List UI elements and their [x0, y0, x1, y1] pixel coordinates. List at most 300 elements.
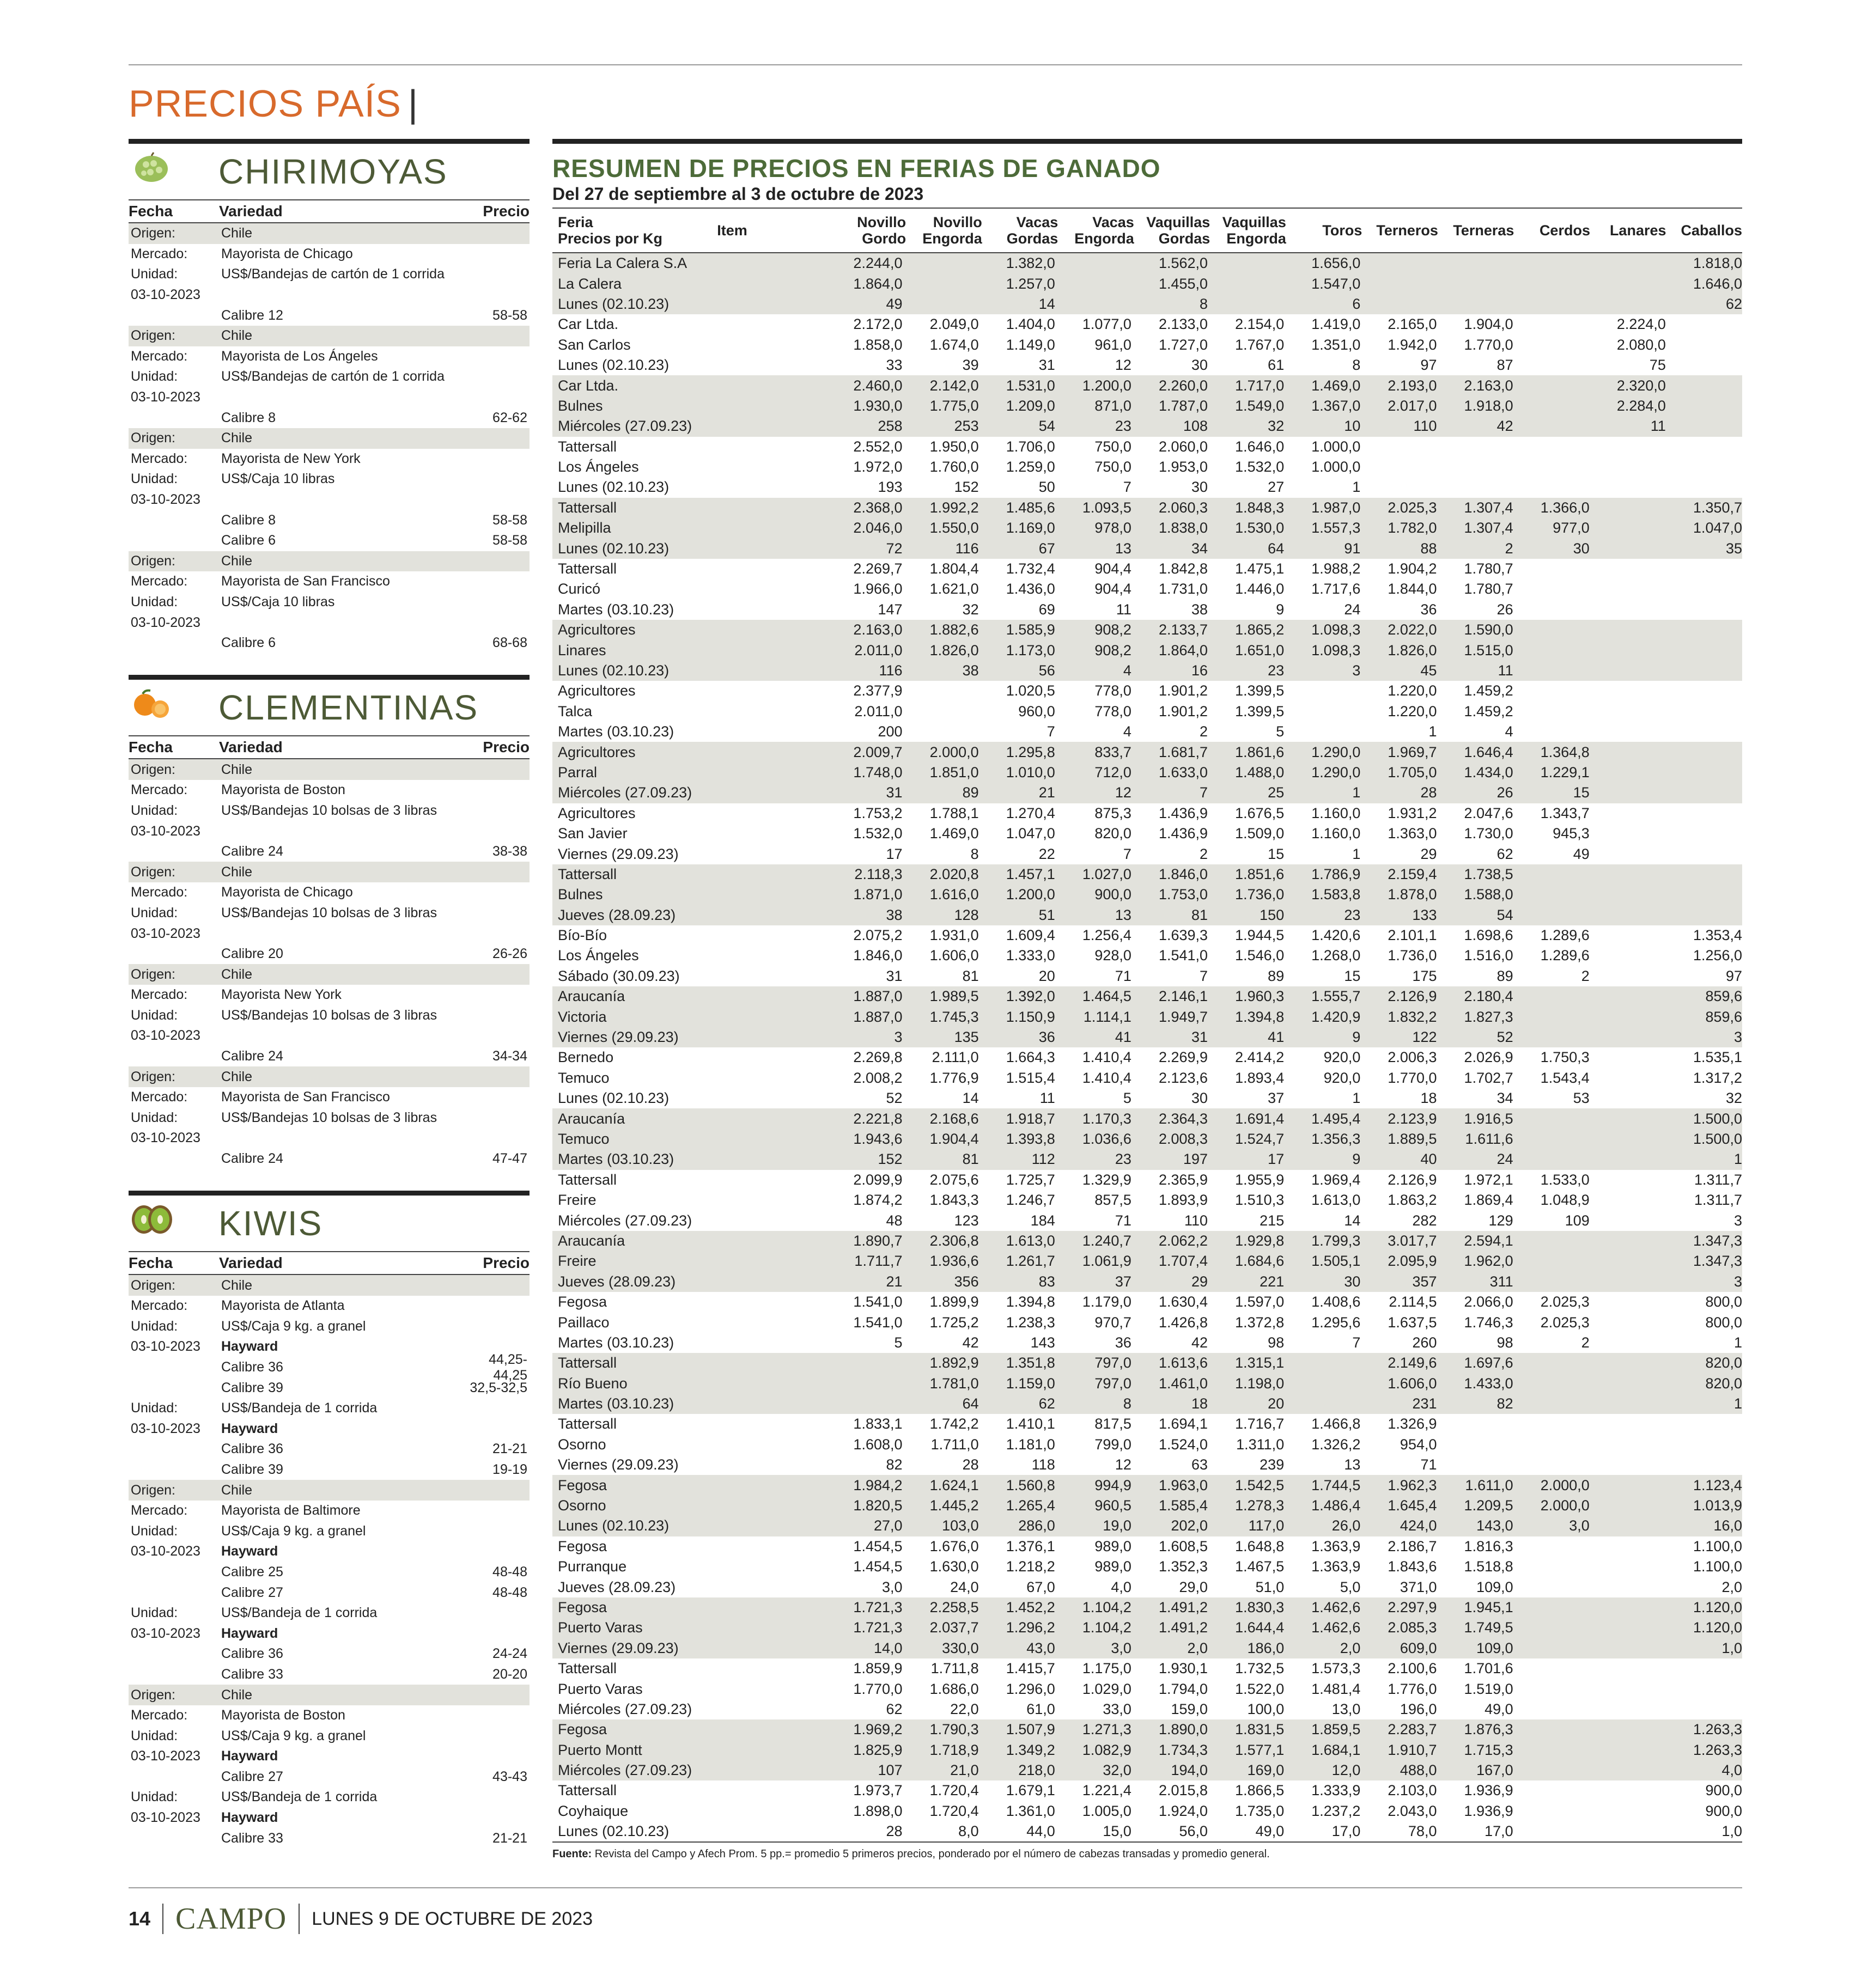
table-row: [552, 1475, 1742, 1495]
cell-value: 1.606,0: [1388, 1375, 1437, 1392]
cell-value: 1.889,5: [1388, 1130, 1437, 1147]
cell-value: 1.989,5: [929, 988, 979, 1005]
cell-value: 1.149,0: [1006, 336, 1055, 353]
cell-value: 4: [1123, 723, 1131, 740]
header-col-line2: Gordas: [1006, 230, 1058, 247]
cell-value: 32,0: [1103, 1762, 1131, 1779]
cell-value: 1.648,8: [1235, 1538, 1285, 1554]
cell-value: 1.833,1: [853, 1416, 903, 1432]
row-label: 03-10-2023: [131, 287, 200, 303]
cell-value: 833,7: [1094, 743, 1131, 760]
cell-value: 1.220,0: [1388, 682, 1437, 699]
cell-value: 1.732,5: [1235, 1660, 1285, 1677]
price-row: [129, 571, 530, 592]
price-row: [129, 530, 530, 551]
cell-value: 778,0: [1094, 682, 1131, 699]
cell-value: 1.878,0: [1388, 886, 1437, 903]
table-row: [552, 335, 1742, 355]
cell-feria: Miércoles (27.09.23): [558, 1212, 692, 1229]
table-row: [552, 1312, 1742, 1332]
price-row: [129, 1046, 530, 1067]
header-col: [1514, 209, 1590, 252]
row-price: 44,25-44,25: [489, 1351, 527, 1383]
cell-feria: Victoria: [558, 1008, 607, 1025]
cell-value: 1.461,0: [1158, 1375, 1208, 1392]
cell-value: 1: [1352, 784, 1361, 801]
cell-value: 4: [1123, 662, 1131, 679]
cell-value: 40: [1420, 1151, 1437, 1168]
cell-value: 8: [1200, 295, 1208, 312]
row-label: Mercado:: [131, 1708, 188, 1723]
cell-feria: Bernedo: [558, 1049, 614, 1066]
cell-value: 978,0: [1094, 520, 1131, 536]
cell-value: 1: [1352, 479, 1361, 496]
cell-feria: Talca: [558, 703, 593, 719]
table-row: [552, 803, 1742, 824]
table-row: [552, 925, 1742, 946]
cell-value: 357: [1412, 1273, 1437, 1290]
row-value: US$/Bandejas de cartón de 1 corrida: [221, 369, 445, 385]
row-price: 24-24: [492, 1646, 527, 1662]
cell-value: 30: [1191, 357, 1208, 374]
cell-value: 14: [1038, 295, 1055, 312]
cell-value: 1.005,0: [1082, 1802, 1131, 1819]
cell-value: 1.104,2: [1082, 1619, 1131, 1636]
row-label: Unidad:: [131, 802, 178, 818]
cell-value: 1.446,0: [1235, 581, 1285, 597]
cell-feria: Purranque: [558, 1558, 627, 1575]
table-row: [552, 1516, 1742, 1536]
cell-value: 2.008,3: [1158, 1130, 1208, 1147]
row-value: US$/Bandejas de cartón de 1 corrida: [221, 266, 445, 282]
cell-value: 1.200,0: [1006, 886, 1055, 903]
header-col: [1362, 209, 1438, 252]
cell-value: 62: [1496, 845, 1513, 862]
table-row: [552, 457, 1742, 477]
cell-value: 7: [1123, 845, 1131, 862]
cell-value: 1.347,3: [1693, 1253, 1743, 1270]
row-label: Origen:: [131, 1482, 175, 1498]
cell-value: 1.782,0: [1388, 520, 1437, 536]
table-row: [552, 1780, 1742, 1801]
cell-value: 2.284,0: [1616, 397, 1666, 414]
cell-value: 1.702,7: [1464, 1069, 1513, 1086]
cell-value: 169,0: [1247, 1762, 1285, 1779]
table-row: [552, 1577, 1742, 1597]
cell-value: 1.664,3: [1006, 1049, 1055, 1066]
cell-value: 900,0: [1094, 886, 1131, 903]
price-row: [129, 1087, 530, 1108]
row-value: Mayorista de Chicago: [221, 246, 353, 261]
row-label: Origen:: [131, 864, 175, 880]
cell-value: 1.780,7: [1464, 560, 1513, 577]
table-row: [552, 824, 1742, 844]
cell-value: 1.960,3: [1235, 988, 1285, 1005]
cell-value: 1.420,9: [1311, 1008, 1361, 1025]
cell-feria: Paillaco: [558, 1314, 610, 1331]
cell-value: 88: [1420, 540, 1437, 557]
cell-feria: Martes (03.10.23): [558, 1334, 674, 1351]
cell-value: 1.093,5: [1082, 499, 1131, 516]
cell-feria: Car Ltda.: [558, 316, 619, 333]
cell-value: 1.770,0: [1388, 1069, 1437, 1086]
cell-value: 820,0: [1094, 825, 1131, 842]
header-col-line2: Toros: [1322, 222, 1362, 239]
cell-value: 116: [879, 662, 903, 679]
cell-value: 133: [1412, 906, 1437, 923]
cell-value: 7: [1200, 784, 1208, 801]
cell-value: 1.289,6: [1540, 947, 1590, 964]
cell-value: 27,0: [873, 1517, 903, 1534]
cell-value: 2.000,0: [929, 743, 979, 760]
column-header: [129, 1251, 530, 1275]
cell-value: 1.727,0: [1158, 336, 1208, 353]
cell-value: 1.676,5: [1235, 804, 1285, 821]
price-row: [129, 1808, 530, 1828]
cell-value: 3.017,7: [1388, 1232, 1437, 1249]
cell-value: 1.353,4: [1693, 927, 1743, 944]
cell-feria: Martes (03.10.23): [558, 1395, 674, 1412]
cell-value: 1.786,9: [1311, 865, 1361, 882]
cell-value: 1: [1734, 1334, 1743, 1351]
cell-value: 2.283,7: [1388, 1721, 1437, 1738]
cell-value: 977,0: [1553, 520, 1590, 536]
price-row: [129, 1501, 530, 1521]
table-row: [552, 966, 1742, 986]
cell-feria: Tattersall: [558, 1660, 617, 1677]
cell-feria: Los Ángeles: [558, 459, 639, 475]
cell-value: 1.399,5: [1235, 703, 1285, 719]
cell-value: 197: [1183, 1151, 1208, 1168]
cell-value: 797,0: [1094, 1375, 1131, 1392]
table-row: [552, 742, 1742, 762]
header-fecha: Fecha: [129, 203, 173, 219]
cell-value: 152: [878, 1151, 903, 1168]
cell-value: 1.738,5: [1464, 865, 1513, 882]
cell-value: 3: [894, 1029, 903, 1046]
cell-value: 1.100,0: [1693, 1558, 1743, 1575]
cell-value: 920,0: [1323, 1049, 1361, 1066]
cell-value: 2.006,3: [1388, 1049, 1437, 1066]
cell-value: 424,0: [1400, 1517, 1437, 1534]
cell-value: 1.557,3: [1311, 520, 1361, 536]
cell-value: 118: [1031, 1456, 1055, 1473]
cell-value: 1.859,5: [1311, 1721, 1361, 1738]
cell-value: 1.061,9: [1082, 1253, 1131, 1270]
table-row: [552, 763, 1742, 783]
cell-value: 1.246,7: [1006, 1192, 1055, 1209]
cell-value: 1.363,9: [1311, 1538, 1361, 1554]
cell-feria: La Calera: [558, 275, 622, 292]
row-value: US$/Bandeja de 1 corrida: [221, 1789, 378, 1805]
cell-value: 20: [1268, 1395, 1285, 1412]
fruit-title: KIWIS: [218, 1204, 323, 1243]
footer-separator: [299, 1904, 300, 1934]
table-row: [552, 1272, 1742, 1292]
table-row: [552, 1373, 1742, 1393]
row-label: 03-10-2023: [131, 389, 200, 405]
cell-value: 28: [1420, 784, 1437, 801]
cell-value: 1.611,6: [1465, 1130, 1513, 1147]
cell-feria: Miércoles (27.09.23): [558, 1700, 692, 1717]
cell-value: 2.022,0: [1388, 621, 1437, 638]
cell-value: 122: [1412, 1029, 1437, 1046]
cell-value: 1.263,3: [1693, 1721, 1743, 1738]
cell-value: 1.893,4: [1235, 1069, 1285, 1086]
cell-value: 1.491,2: [1158, 1619, 1208, 1636]
cell-feria: Miércoles (27.09.23): [558, 418, 692, 435]
cell-value: 110: [1184, 1212, 1208, 1229]
price-row: [129, 592, 530, 613]
cell-value: 1.363,9: [1311, 1558, 1361, 1575]
cell-value: 871,0: [1094, 397, 1131, 414]
row-label: Mercado:: [131, 574, 188, 589]
cell-value: 87: [1496, 357, 1513, 374]
cell-value: 2.368,0: [853, 499, 903, 516]
header-col-line1: Vaquillas: [1222, 214, 1286, 230]
cell-value: 1.181,0: [1006, 1436, 1055, 1453]
cell-value: 91: [1344, 540, 1361, 557]
cell-value: 1.851,6: [1235, 865, 1285, 882]
table-row: [552, 396, 1742, 416]
cell-value: 1.541,0: [853, 1294, 903, 1310]
cell-value: 1.486,4: [1311, 1497, 1361, 1514]
cell-value: 5: [1123, 1090, 1131, 1107]
row-label: Unidad:: [131, 594, 178, 609]
table-row: [552, 437, 1742, 457]
row-value: US$/Bandejas 10 bolsas de 3 libras: [221, 802, 437, 818]
header-variedad: Variedad: [219, 739, 283, 756]
cell-value: 71: [1420, 1456, 1437, 1473]
cell-value: 8: [1123, 1395, 1131, 1412]
fruit-title: CLEMENTINAS: [218, 688, 479, 728]
cell-feria: Tattersall: [558, 1171, 617, 1188]
cell-feria: Feria La Calera S.A: [558, 255, 687, 272]
cell-value: 109,0: [1476, 1639, 1513, 1656]
cell-value: 1.209,5: [1464, 1497, 1513, 1514]
cell-value: 2.075,2: [853, 927, 903, 944]
cell-value: 1.500,0: [1693, 1130, 1743, 1147]
cell-value: 258: [878, 418, 903, 435]
row-value: Mayorista de Boston: [221, 1708, 345, 1723]
cell-value: 286,0: [1018, 1517, 1055, 1534]
cell-value: 1.846,0: [1158, 865, 1208, 882]
cell-value: 1.781,0: [929, 1375, 979, 1392]
price-row: [129, 1108, 530, 1129]
cell-value: 1.734,3: [1158, 1741, 1208, 1758]
cell-feria: Miércoles (27.09.23): [558, 784, 692, 801]
cell-value: 2.258,5: [929, 1599, 979, 1615]
row-label: Origen:: [131, 966, 175, 982]
table-row: [552, 375, 1742, 395]
header-col-line2: Lanares: [1609, 222, 1666, 239]
row-value: Chile: [221, 1482, 252, 1498]
cell-value: 1.644,4: [1235, 1619, 1285, 1636]
row-label: 03-10-2023: [131, 1130, 200, 1146]
cell-value: 1.949,7: [1158, 1008, 1208, 1025]
table-row: [552, 783, 1742, 803]
cell-value: 1.408,6: [1311, 1294, 1361, 1310]
cell-value: 1.488,0: [1235, 764, 1285, 780]
row-label: Unidad:: [131, 1318, 178, 1334]
cell-value: 1.730,0: [1464, 825, 1513, 842]
cell-value: 1.732,4: [1006, 560, 1055, 577]
price-row: [129, 923, 530, 944]
cell-value: 16: [1191, 662, 1208, 679]
cell-value: 1.963,0: [1158, 1477, 1208, 1493]
cell-feria: Curicó: [558, 581, 601, 597]
cell-value: 1.887,0: [853, 1008, 903, 1025]
cell-value: 143,0: [1476, 1517, 1513, 1534]
cell-value: 44,0: [1026, 1823, 1055, 1840]
table-row: [552, 1638, 1742, 1658]
cell-value: 2.244,0: [853, 255, 903, 272]
cell-value: 800,0: [1705, 1314, 1743, 1331]
cell-value: 1.646,4: [1464, 743, 1513, 760]
row-label: 03-10-2023: [131, 1028, 200, 1044]
row-value: Chile: [221, 1277, 252, 1293]
cell-value: 202,0: [1171, 1517, 1208, 1534]
cell-value: 2: [1200, 845, 1208, 862]
cell-value: 67: [1038, 540, 1055, 557]
cell-value: 78,0: [1408, 1823, 1437, 1840]
row-label: 03-10-2023: [131, 614, 200, 630]
price-row: [129, 903, 530, 924]
cell-feria: Martes (03.10.23): [558, 601, 674, 618]
price-row: [129, 1026, 530, 1046]
price-row: [129, 821, 530, 841]
cell-value: 1.613,6: [1158, 1355, 1208, 1371]
price-row: [129, 1541, 530, 1562]
cell-value: 1.454,5: [853, 1538, 903, 1554]
price-row: [129, 428, 530, 449]
cell-value: 1.399,5: [1235, 682, 1285, 699]
cell-value: 17,0: [1484, 1823, 1513, 1840]
cell-value: 1.969,4: [1311, 1171, 1361, 1188]
cell-value: 1.924,0: [1158, 1802, 1208, 1819]
cell-value: 1.270,4: [1006, 804, 1055, 821]
cell-value: 857,5: [1094, 1192, 1131, 1209]
cell-value: 1.686,0: [929, 1680, 979, 1697]
cell-value: 778,0: [1094, 703, 1131, 719]
cell-value: 31: [886, 784, 903, 801]
header-col-line2: Terneros: [1376, 222, 1438, 239]
cell-value: 1.944,5: [1235, 927, 1285, 944]
cell-value: 1.577,1: [1235, 1741, 1285, 1758]
row-value: Calibre 33: [221, 1666, 283, 1682]
row-value: Calibre 6: [221, 533, 276, 548]
row-price: 26-26: [492, 946, 527, 962]
cell-value: 1.794,0: [1158, 1680, 1208, 1697]
cell-value: 1.351,0: [1311, 336, 1361, 353]
cell-value: 2.000,0: [1540, 1497, 1590, 1514]
cell-value: 1.394,8: [1006, 1294, 1055, 1310]
cell-value: 1.871,0: [853, 886, 903, 903]
cell-value: 31: [886, 967, 903, 984]
cell-value: 1.804,4: [929, 560, 979, 577]
cell-value: 6: [1352, 295, 1361, 312]
row-label: Unidad:: [131, 905, 178, 920]
header-col-line1: Novillo: [933, 214, 982, 230]
cell-value: 1.519,0: [1464, 1680, 1513, 1697]
cell-value: 33: [886, 357, 903, 374]
cell-value: 1.936,9: [1464, 1782, 1513, 1799]
cell-value: 9: [1352, 1151, 1361, 1168]
cell-value: 1.363,0: [1388, 825, 1437, 842]
cell-value: 1.972,0: [853, 459, 903, 475]
price-row: [129, 1603, 530, 1624]
cell-value: 1.420,6: [1311, 927, 1361, 944]
cell-value: 1.000,0: [1311, 438, 1361, 455]
cell-feria: Lunes (02.10.23): [558, 1823, 670, 1840]
cell-value: 1.608,5: [1158, 1538, 1208, 1554]
price-row: [129, 944, 530, 965]
cell-feria: Puerto Montt: [558, 1741, 642, 1758]
row-value: Mayorista de Los Ángeles: [221, 348, 378, 364]
cell-value: 1: [1734, 1395, 1743, 1412]
row-label: Origen:: [131, 761, 175, 777]
cell-value: 11: [1039, 1090, 1055, 1107]
cell-value: 1.543,4: [1540, 1069, 1590, 1086]
cell-value: 900,0: [1705, 1782, 1743, 1799]
row-label: Origen:: [131, 1687, 175, 1703]
cell-value: 89: [1268, 967, 1285, 984]
table-row: [552, 1231, 1742, 1251]
cell-value: 75: [1649, 357, 1666, 374]
cell-value: 2.123,9: [1388, 1110, 1437, 1127]
cell-value: 1.609,4: [1006, 927, 1055, 944]
cell-value: 1.256,0: [1693, 947, 1743, 964]
cell-value: 1.776,9: [929, 1069, 979, 1086]
cell-value: 2.126,9: [1388, 988, 1437, 1005]
cell-value: 41: [1268, 1029, 1285, 1046]
table-row: [552, 1047, 1742, 1068]
header-col-line2: Terneras: [1453, 222, 1514, 239]
cell-value: 89: [1496, 967, 1513, 984]
cell-value: 31: [1038, 357, 1055, 374]
price-row: [129, 1316, 530, 1337]
row-price: 68-68: [492, 635, 527, 651]
cell-value: 1.816,3: [1464, 1538, 1513, 1554]
cell-value: 989,0: [1094, 1538, 1131, 1554]
cell-value: 1.711,0: [930, 1436, 979, 1453]
table-row: [552, 1658, 1742, 1679]
price-row: [129, 387, 530, 408]
row-label: Mercado:: [131, 1503, 188, 1519]
cell-value: 1.077,0: [1082, 316, 1131, 333]
row-value: Calibre 6: [221, 635, 276, 651]
table-row: [552, 600, 1742, 620]
cell-value: 81: [1191, 906, 1208, 923]
cell-feria: Lunes (02.10.23): [558, 1517, 670, 1534]
row-label: Unidad:: [131, 369, 178, 385]
cell-feria: Tattersall: [558, 1355, 617, 1371]
cell-value: 1.524,7: [1235, 1130, 1285, 1147]
row-price: 32,5-32,5: [470, 1380, 527, 1395]
cell-value: 1.573,3: [1311, 1660, 1361, 1677]
cell-value: 1.930,0: [853, 397, 903, 414]
price-row: [129, 964, 530, 985]
cell-value: 108: [1183, 418, 1208, 435]
cell-value: 13,0: [1331, 1700, 1361, 1717]
cell-value: 1.705,0: [1388, 764, 1437, 780]
cell-value: 16,0: [1713, 1517, 1743, 1534]
cell-value: 2.080,0: [1616, 336, 1666, 353]
cell-value: 17: [886, 845, 903, 862]
header-col: [1058, 209, 1134, 252]
cell-value: 1.676,0: [929, 1538, 979, 1554]
cell-value: 10: [1344, 418, 1361, 435]
